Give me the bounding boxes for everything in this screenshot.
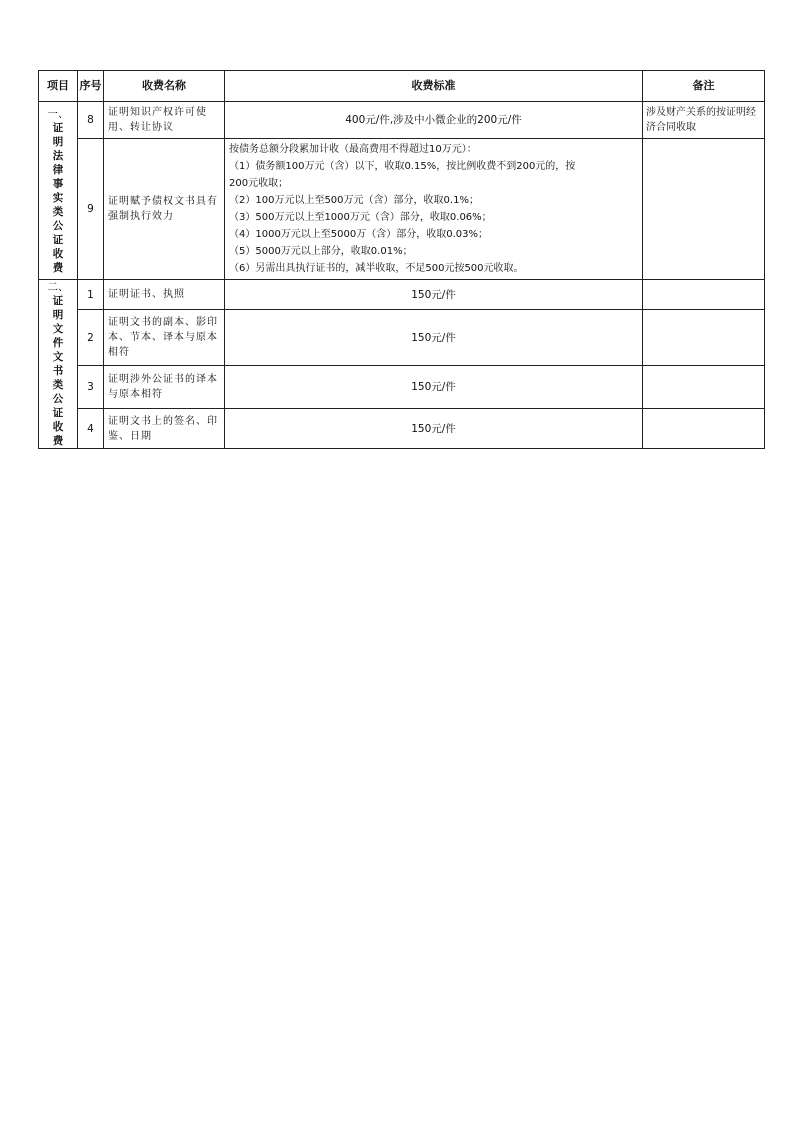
group1-label-cell — [39, 102, 78, 280]
fee-standard: 150元/件 — [225, 310, 643, 366]
fee-standard: 150元/件 — [225, 409, 643, 449]
group2-label: 证明文件文书类公证收费 — [52, 295, 64, 447]
fee-name: 证明涉外公证书的译本与原本相符 — [104, 366, 225, 409]
row-number: 8 — [78, 102, 104, 139]
table-row — [39, 409, 765, 449]
row-number: 3 — [78, 366, 104, 409]
fee-name: 证明赋予债权文书具有强制执行效力 — [104, 139, 225, 280]
fee-name: 证明文书的副本、影印本、节本、译本与原本相符 — [104, 310, 225, 366]
table-row — [39, 310, 765, 366]
fee-standard: 400元/件,涉及中小微企业的200元/件 — [225, 102, 643, 139]
row-number: 4 — [78, 409, 104, 449]
fee-note — [643, 139, 765, 280]
group1-label: 证明法律事实类公证收费 — [52, 121, 64, 274]
standard-line: （6）另需出具执行证书的，减半收取，不足500元按500元收取。 — [229, 263, 524, 274]
table-row — [39, 366, 765, 409]
fee-note — [643, 366, 765, 409]
row-number: 1 — [78, 280, 104, 310]
header-item: 项目 — [39, 71, 78, 102]
fee-note — [643, 409, 765, 449]
standard-line: 按债务总额分段累加计收（最高费用不得超过10万元）： — [229, 144, 477, 155]
group2-label-cell — [39, 280, 78, 449]
table-row — [39, 102, 765, 139]
fee-note — [643, 310, 765, 366]
fee-standard — [225, 139, 643, 280]
fee-name: 证明知识产权许可使用、转让协议 — [104, 102, 225, 139]
table-row — [39, 139, 765, 280]
standard-line: （2）100万元以上至500万元（含）部分，收取0.1%； — [229, 195, 479, 206]
standard-line: （3）500万元以上至1000万元（含）部分，收取0.06%； — [229, 212, 492, 223]
fee-note — [643, 280, 765, 310]
row-number: 2 — [78, 310, 104, 366]
header-note: 备注 — [643, 71, 765, 102]
fee-name: 证明证书、执照 — [104, 280, 225, 310]
standard-line: （5）5000万元以上部分，收取0.01%； — [229, 246, 413, 257]
header-row — [39, 71, 765, 102]
standard-line: （1）债务额100万元（含）以下，收取0.15%，按比例收费不到200元的，按 — [229, 161, 576, 172]
header-name: 收费名称 — [104, 71, 225, 102]
row-number: 9 — [78, 139, 104, 280]
standard-line: 200元收取； — [229, 178, 289, 189]
group2-prefix: 二、 — [47, 281, 69, 293]
fee-note: 涉及财产关系的按证明经济合同收取 — [643, 102, 765, 139]
fee-name: 证明文书上的签名、印鉴、日期 — [104, 409, 225, 449]
standard-line: （4）1000万元以上至5000万（含）部分，收取0.03%； — [229, 229, 489, 240]
group1-prefix: 一、 — [47, 107, 69, 120]
header-no: 序号 — [78, 71, 104, 102]
table-row — [39, 280, 765, 310]
fee-standard: 150元/件 — [225, 366, 643, 409]
fee-table — [38, 70, 765, 449]
header-standard: 收费标准 — [225, 71, 643, 102]
fee-standard: 150元/件 — [225, 280, 643, 310]
